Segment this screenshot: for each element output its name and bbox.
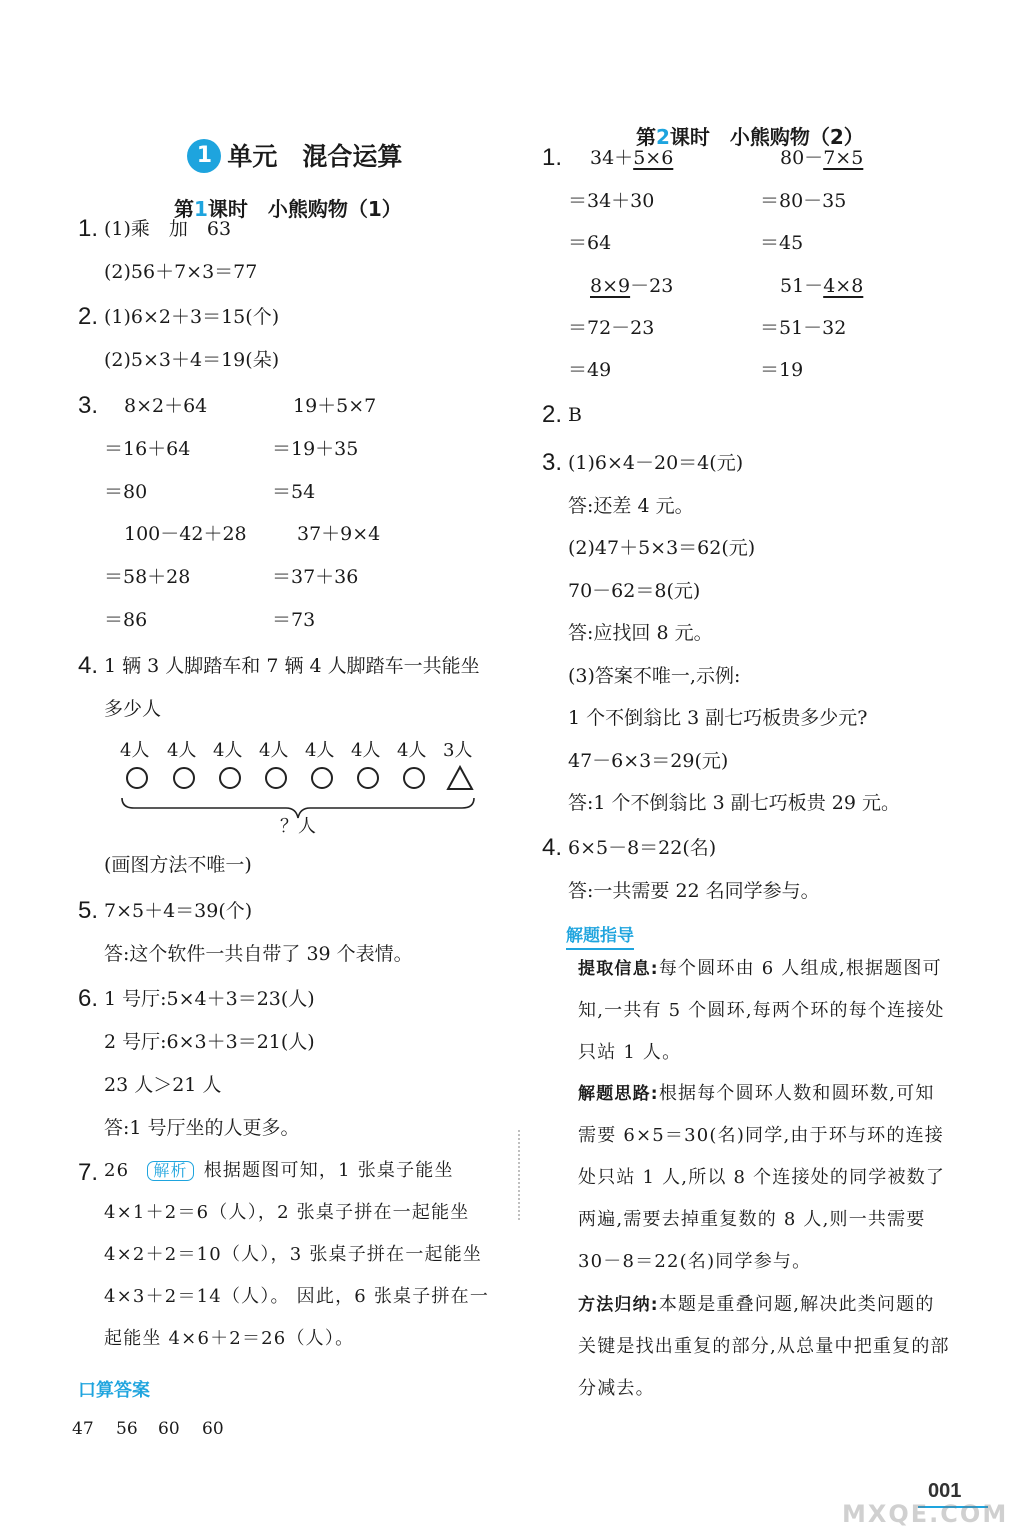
lesson1-suffix: 课时 小熊购物（1） (207, 197, 402, 221)
r-q1-c1-1: ＝34＋30 (568, 190, 655, 212)
r-q1-c4-0-a: 51－ (780, 275, 824, 297)
r-q1-c1-2: ＝64 (568, 232, 612, 254)
guide-p1-label: 提取信息: (578, 959, 659, 979)
q1-a: (1)乘 加 63 (104, 218, 232, 240)
q2-a: (1)6×2＋3＝15(个) (104, 306, 280, 328)
oral-value: 60 (158, 1419, 180, 1439)
q5-label: 5. (78, 897, 99, 924)
circle-shape (173, 767, 195, 789)
r-q2-label: 2. (542, 401, 563, 428)
q5-a: 7×5＋4＝39(个) (104, 900, 253, 922)
diagram-label: 4人 (259, 740, 289, 761)
lesson2-title (622, 98, 864, 150)
r-q1-c3-0-a: 8×9 (590, 275, 631, 297)
r-q3-line: (1)6×4－20＝4(元) (568, 452, 744, 474)
q4-note: (画图方法不唯一) (104, 854, 252, 876)
r-q1-c2-0 (780, 147, 863, 169)
r-q3-line: 1 个不倒翁比 3 副七巧板贵多少元? (568, 707, 868, 729)
r-q4-label: 4. (542, 834, 563, 861)
q3-c3-2: ＝86 (104, 609, 148, 631)
r-q1-c1-0-a: 34＋ (590, 147, 634, 169)
r-q1-c3-2: ＝49 (568, 359, 612, 381)
unit-header (170, 103, 402, 175)
guide-p2 (578, 1073, 950, 1283)
r-q3-line: (2)47＋5×3＝62(元) (568, 537, 756, 559)
r-q1-c4-0-b: 4×8 (823, 275, 864, 297)
diagram-label: 4人 (167, 740, 197, 761)
q4-line2: 多少人 (104, 698, 162, 720)
r-q1-c3-0-b: －23 (630, 275, 674, 297)
q3-c1-1: ＝16＋64 (104, 438, 191, 460)
q1-b: (2)56＋7×3＝77 (104, 261, 258, 283)
watermark: MXQE.COM (842, 1500, 1009, 1528)
r-q1-c2-2: ＝45 (760, 232, 804, 254)
circle-shape (265, 767, 287, 789)
diagram-label: 4人 (120, 740, 150, 761)
q6-b: 2 号厅:6×3＋3＝21(人) (104, 1031, 315, 1053)
q4-label: 4. (78, 652, 99, 679)
q3-c4-1: ＝37＋36 (272, 566, 359, 588)
r-q1-c2-0-b: 7×5 (823, 147, 864, 169)
r-q3-line: 70－62＝8(元) (568, 580, 701, 602)
q7-text: 根据题图可知，1 张桌子能坐 4×1＋2＝6（人），2 张桌子拼在一起能坐 4×2＋2＝10（人），3 张桌子拼在一起能坐 4×3＋2＝14（人）。 因此，6 张桌子拼在一起能坐 4×6＋2＝26（人）。 (104, 1160, 490, 1349)
r-q1-c3-1: ＝72－23 (568, 317, 655, 339)
r-q3-line: (3)答案不唯一,示例: (568, 665, 741, 687)
q2-b: (2)5×3＋4＝19(朵) (104, 349, 280, 371)
q3-c4-0: 37＋9×4 (297, 523, 381, 545)
r-q3-line: 答:应找回 8 元。 (568, 622, 713, 644)
oral-value: 60 (202, 1419, 224, 1439)
r-q4-a: 6×5－8＝22(名) (568, 837, 717, 859)
r-q1-c4-0 (780, 275, 863, 297)
r-q3-line: 答:1 个不倒翁比 3 副七巧板贵 29 元。 (568, 792, 900, 814)
q4-line1: 1 辆 3 人脚踏车和 7 辆 4 人脚踏车一共能坐 (104, 655, 480, 677)
q5-b: 答:这个软件一共自带了 39 个表情。 (104, 943, 413, 965)
r-q1-c4-2: ＝19 (760, 359, 804, 381)
unit-title: 单元 混合运算 (227, 142, 403, 171)
q3-c2-0: 19＋5×7 (293, 395, 377, 417)
q3-c3-0: 100－42＋28 (124, 523, 247, 545)
diagram-label: 4人 (213, 740, 243, 761)
r-q1-c4-1: ＝51－32 (760, 317, 847, 339)
r-q1-c1-0 (590, 147, 673, 169)
q7-answer: 26 (104, 1160, 130, 1181)
q3-label: 3. (78, 392, 99, 419)
lesson1-prefix: 第 (173, 197, 194, 221)
q3-c3-1: ＝58＋28 (104, 566, 191, 588)
lesson2-num: 2 (655, 125, 670, 149)
q6-a: 1 号厅:5×4＋3＝23(人) (104, 988, 315, 1010)
guide-title: 解题指导 (566, 924, 634, 950)
q3-c2-1: ＝19＋35 (272, 438, 359, 460)
page-number: 001 (928, 1480, 962, 1502)
q7-label: 7. (78, 1159, 99, 1186)
r-q1-c1-0-b: 5×6 (633, 147, 674, 169)
oral-answers-title: 口算答案 (78, 1380, 150, 1401)
guide-p3 (578, 1284, 950, 1410)
analysis-badge: 解析 (147, 1161, 193, 1181)
q7-explanation (104, 1150, 494, 1360)
triangle-shape (446, 765, 474, 791)
q3-c1-2: ＝80 (104, 481, 148, 503)
guide-p3-text: 本题是重叠问题,解决此类问题的关键是找出重复的部分,从总量中把重复的部分减去。 (578, 1294, 950, 1399)
guide-p1 (578, 948, 950, 1074)
circle-shape (311, 767, 333, 789)
r-q2-a: B (568, 404, 582, 426)
unit-badge: 1 (187, 139, 221, 173)
q6-label: 6. (78, 985, 99, 1012)
r-q1-c3-0 (590, 275, 673, 297)
oral-value: 47 (72, 1419, 94, 1439)
diagram-label: 3人 (443, 740, 473, 761)
q6-d: 答:1 号厅坐的人更多。 (104, 1117, 300, 1139)
guide-p1-text: 每个圆环由 6 人组成,根据题图可知,一共有 5 个圆环,每两个环的每个连接处只站 1 人。 (578, 958, 945, 1063)
circle-shape (126, 767, 148, 789)
q3-c4-2: ＝73 (272, 609, 316, 631)
oral-value: 56 (116, 1419, 138, 1439)
r-q3-label: 3. (542, 449, 563, 476)
lesson1-title (160, 170, 402, 222)
r-q3-line: 47－6×3＝29(元) (568, 750, 729, 772)
diagram-label: 4人 (305, 740, 335, 761)
circle-shape (219, 767, 241, 789)
guide-p3-label: 方法归纳: (578, 1295, 659, 1315)
diagram-label: 4人 (351, 740, 381, 761)
r-q3-line: 答:还差 4 元。 (568, 495, 694, 517)
column-divider (518, 1130, 520, 1220)
q3-c2-2: ＝54 (272, 481, 316, 503)
r-q1-c2-1: ＝80－35 (760, 190, 847, 212)
lesson1-num: 1 (193, 197, 208, 221)
q2-label: 2. (78, 303, 99, 330)
guide-p2-label: 解题思路: (578, 1084, 659, 1104)
r-q1-label: 1. (542, 144, 563, 171)
circle-shape (403, 767, 425, 789)
q6-c: 23 人＞21 人 (104, 1074, 222, 1096)
diagram-label: 4人 (397, 740, 427, 761)
q1-label: 1. (78, 215, 99, 242)
r-q4-b: 答:一共需要 22 名同学参与。 (568, 880, 820, 902)
r-q1-c2-0-a: 80－ (780, 147, 824, 169)
lesson2-prefix: 第 (635, 125, 656, 149)
circle-shape (357, 767, 379, 789)
guide-p2-text: 根据每个圆环人数和圆环数,可知需要 6×5＝30(名)同学,由于环与环的连接处只站 1 人,所以 8 个连接处的同学被数了两遍,需要去掉重复数的 8 人,则一共需要 30－8＝22(名)同学参与。 (578, 1083, 946, 1272)
q3-c1-0: 8×2＋64 (124, 395, 208, 417)
brace-label: ？人 (280, 816, 316, 837)
lesson2-suffix: 课时 小熊购物（2） (669, 125, 864, 149)
